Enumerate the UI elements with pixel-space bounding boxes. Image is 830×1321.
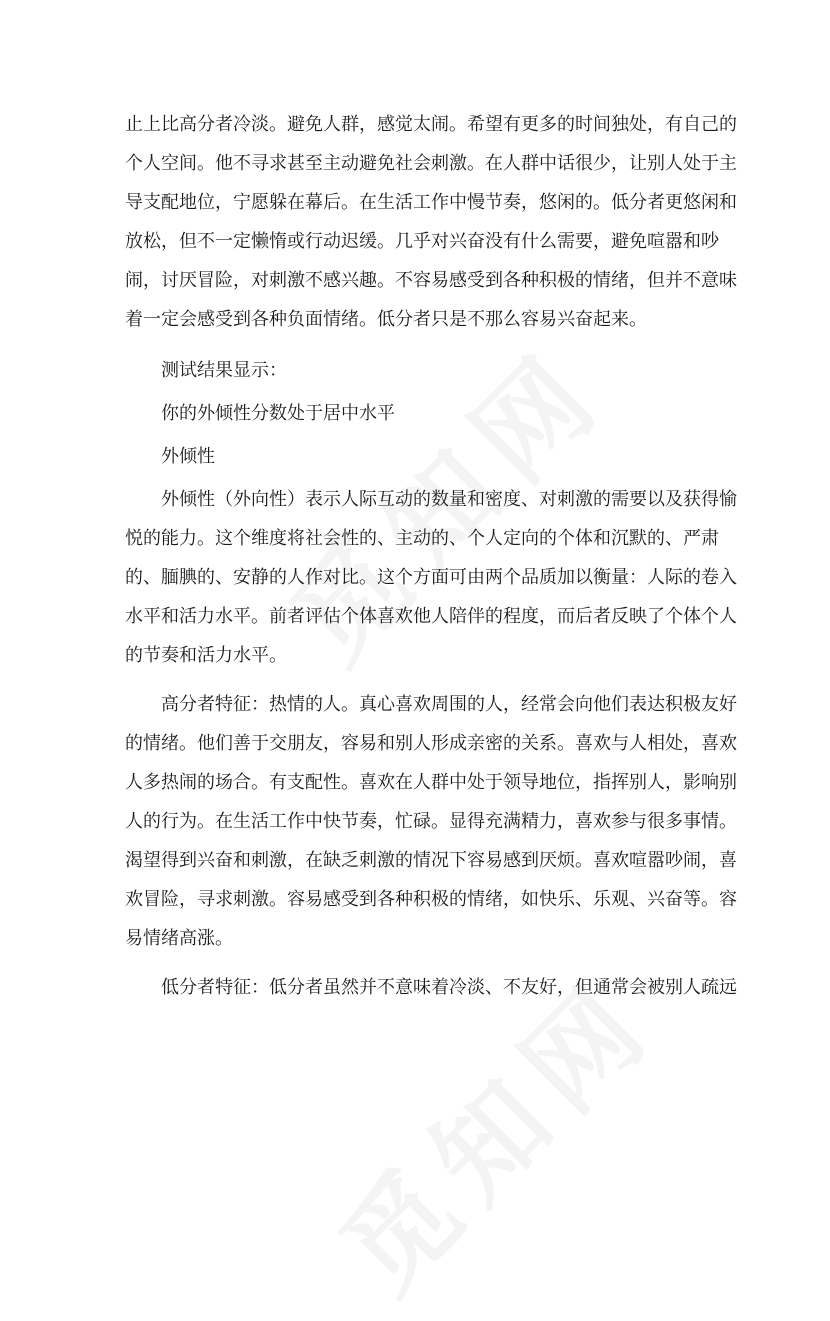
text-line: 着一定会感受到各种负面情绪。低分者只是不那么容易兴奋起来。 (125, 309, 647, 330)
text-line: 个人空间。他不寻求甚至主动避免社会刺激。在人群中话很少，让别人处于主 (125, 153, 737, 174)
text-line: 人的行为。在生活工作中快节奏，忙碌。显得充满精力，喜欢参与很多事情。 (125, 811, 737, 832)
text-line: 外倾性 (161, 446, 215, 467)
text-line: 闹，讨厌冒险，对刺激不感兴趣。不容易感受到各种积极的情绪，但并不意味 (125, 270, 737, 291)
text-line: 低分者特征：低分者虽然并不意味着冷淡、不友好，但通常会被别人疏远 (161, 977, 737, 998)
text-line: 的节奏和活力水平。 (125, 645, 287, 666)
low-scorer-traits (125, 968, 737, 1007)
text-line: 外倾性（外向性）表示人际互动的数量和密度、对刺激的需要以及获得愉 (161, 489, 737, 510)
text-line: 放松，但不一定懒惰或行动迟缓。几乎对兴奋没有什么需要，避免喧嚣和吵 (125, 231, 719, 252)
text-line: 的、腼腆的、安静的人作对比。这个方面可由两个品质加以衡量：人际的卷入 (125, 567, 737, 588)
text-line: 水平和活力水平。前者评估个体喜欢他人陪伴的程度，而后者反映了个体个人 (125, 606, 737, 627)
result-label (125, 349, 705, 392)
text-line: 的情绪。他们善于交朋友，容易和别人形成亲密的关系。喜欢与人相处，喜欢 (125, 733, 737, 754)
result-value (125, 392, 705, 435)
high-scorer-traits (125, 685, 737, 958)
text-line: 止上比高分者冷淡。避免人群，感觉太闹。希望有更多的时间独处，有自己的 (125, 114, 737, 135)
text-line: 人多热闹的场合。有支配性。喜欢在人群中处于领导地位，指挥别人，影响别 (125, 772, 737, 793)
dimension-title (125, 435, 705, 478)
text-line: 高分者特征：热情的人。真心喜欢周围的人，经常会向他们表达积极友好 (161, 694, 737, 715)
dimension-description (125, 480, 737, 675)
text-line: 易情绪高涨。 (125, 928, 233, 949)
text-line: 导支配地位，宁愿躲在幕后。在生活工作中慢节奏，悠闲的。低分者更悠闲和 (125, 192, 737, 213)
text-line: 渴望得到兴奋和刺激，在缺乏刺激的情况下容易感到厌烦。喜欢喧嚣吵闹，喜 (125, 850, 737, 871)
text-line: 欢冒险，寻求刺激。容易感受到各种积极的情绪，如快乐、乐观、兴奋等。容 (125, 889, 737, 910)
paragraph-intro (125, 105, 737, 339)
text-line: 你的外倾性分数处于居中水平 (161, 403, 395, 424)
document-body (125, 105, 737, 1007)
text-line: 测试结果显示： (161, 360, 287, 381)
text-line: 悦的能力。这个维度将社会性的、主动的、个人定向的个体和沉默的、严肃 (125, 528, 719, 549)
